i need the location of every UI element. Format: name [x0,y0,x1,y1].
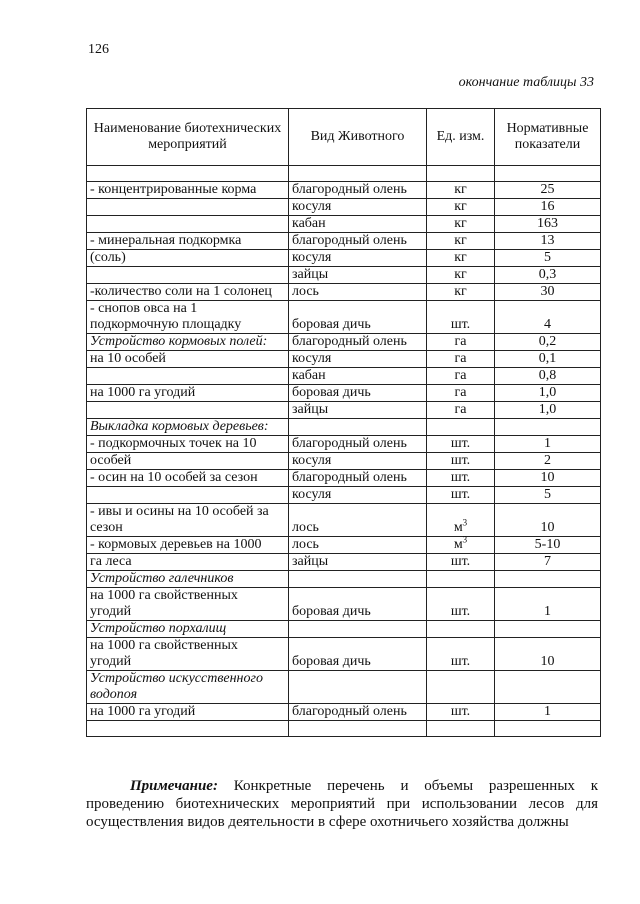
row-measure [87,351,289,368]
cell-text: на 10 особей [90,351,166,366]
row-animal [289,453,427,470]
cell-text: косуля [292,453,332,468]
row-measure [87,368,289,385]
table-row [87,368,601,385]
row-norm [495,453,601,470]
row-animal [289,554,427,571]
cell-text: 10 [540,470,555,485]
row-measure [87,402,289,419]
row-unit [427,301,495,334]
cell-text: га [454,368,467,383]
row-unit [427,385,495,402]
cell-text: м [453,520,463,535]
row-animal [289,199,427,216]
row-animal [289,250,427,267]
row-norm [495,704,601,721]
table-row [87,385,601,402]
row-animal [289,233,427,250]
row-norm [495,402,601,419]
cell-text: 7 [544,554,551,569]
table-row [87,487,601,504]
cell-text: шт. [450,470,471,485]
cubic-superscript: 3 [462,517,468,528]
table-row [87,621,601,638]
row-norm [495,351,601,368]
row-measure [87,284,289,301]
row-measure [87,301,289,334]
cell-text: благородный олень [292,704,407,719]
table-row [87,671,601,704]
row-unit [427,487,495,504]
row-norm [495,233,601,250]
row-animal [289,704,427,721]
cell-text: - минеральная подкормка [90,233,242,248]
cell-text: 30 [540,284,555,299]
table-row [87,436,601,453]
cell-text: 0,2 [538,334,557,349]
table-row [87,537,601,554]
table-row [87,351,601,368]
row-animal [289,385,427,402]
cell-text: лось [292,520,319,535]
cubic-superscript: 3 [462,534,468,545]
cell-text: шт. [450,317,471,332]
cell-text: на 1000 га угодий [90,385,196,400]
table-row [87,216,601,233]
header-measure: Наименование биотехнических мероприятий [87,109,289,166]
table-header-row [87,109,601,166]
note-label: Примечание: [130,778,218,794]
cell-text: 163 [537,216,558,231]
cell-text: на 1000 га свойственных угодий [90,588,238,619]
row-measure [87,233,289,250]
cell-text: боровая дичь [292,654,371,669]
row-unit [427,621,495,638]
row-measure [87,621,289,638]
table-row [87,588,601,621]
row-norm [495,250,601,267]
header-norm: Нормативные показатели [495,109,601,166]
row-measure [87,216,289,233]
row-norm [495,537,601,554]
table-row [87,402,601,419]
row-norm [495,487,601,504]
table-row [87,638,601,671]
row-measure [87,638,289,671]
row-unit [427,250,495,267]
row-animal [289,301,427,334]
row-animal [289,588,427,621]
cell-text: 1,0 [538,385,557,400]
row-unit [427,233,495,250]
cell-text: Устройство галечников [90,571,234,586]
cell-text: на 1000 га свойственных угодий [90,638,238,669]
cell-text: кг [454,199,467,214]
table-row [87,571,601,588]
row-norm [495,419,601,436]
table-continuation-caption: окончание таблицы 33 [458,75,594,90]
cell-text: шт. [450,487,471,502]
row-unit [427,470,495,487]
cell-text: 1,0 [538,402,557,417]
cell-text: шт. [450,436,471,451]
cell-text: кг [454,284,467,299]
cell-text: благородный олень [292,436,407,451]
row-unit [427,571,495,588]
cell-text: га [454,351,467,366]
row-animal [289,334,427,351]
row-norm [495,267,601,284]
header-unit: Ед. изм. [427,109,495,166]
cell-text: га [454,385,467,400]
row-unit [427,671,495,704]
cell-text: боровая дичь [292,317,371,332]
row-unit [427,334,495,351]
row-measure [87,487,289,504]
row-animal [289,182,427,199]
table-row [87,267,601,284]
note-text: Конкретные перечень и объемы разрешенных к проведению биотехнических мероприятий при использовании лесов для осуществления видов деятельности в сфере охотничьего хозяйства должны [86,778,598,830]
cell-text: 0,1 [538,351,557,366]
cell-text: шт. [450,604,471,619]
cell-text: косуля [292,250,332,265]
cell-text: га [454,334,467,349]
cell-text: 2 [544,453,551,468]
cell-text: шт. [450,654,471,669]
cell-text: косуля [292,487,332,502]
row-measure [87,182,289,199]
row-measure [87,704,289,721]
row-norm [495,334,601,351]
row-animal [289,671,427,704]
row-measure [87,199,289,216]
cell-text: 1 [544,704,551,719]
row-animal [289,402,427,419]
row-measure [87,537,289,554]
cell-text: особей [90,453,132,468]
row-unit [427,588,495,621]
cell-text: - кормовых деревьев на 1000 [90,537,262,552]
table-row [87,554,601,571]
row-measure [87,504,289,537]
cell-text: 16 [540,199,555,214]
cell-text: боровая дичь [292,385,371,400]
row-norm [495,385,601,402]
table-spacer-row [87,166,601,182]
cell-text: 10 [540,654,555,669]
row-unit [427,436,495,453]
row-unit [427,638,495,671]
row-measure [87,554,289,571]
cell-text: га [454,402,467,417]
cell-text: 5 [544,487,551,502]
row-unit [427,554,495,571]
cell-text: Устройство искусственного водопоя [90,671,263,702]
row-unit [427,704,495,721]
row-unit [427,504,495,537]
row-norm [495,284,601,301]
row-unit [427,368,495,385]
table-spacer-row [87,721,601,737]
row-measure [87,571,289,588]
cell-text: 0,3 [538,267,557,282]
table-row [87,704,601,721]
cell-text: лось [292,284,319,299]
row-unit [427,419,495,436]
row-unit [427,453,495,470]
cell-text: зайцы [292,554,329,569]
row-animal [289,470,427,487]
cell-text: 1 [544,604,551,619]
row-measure [87,250,289,267]
table-row [87,199,601,216]
row-norm [495,504,601,537]
row-norm [495,554,601,571]
row-unit [427,284,495,301]
row-norm [495,621,601,638]
cell-text: - подкормочных точек на 10 [90,436,257,451]
row-measure [87,267,289,284]
cell-text: благородный олень [292,182,407,197]
row-animal [289,571,427,588]
row-unit [427,182,495,199]
table-row [87,334,601,351]
row-norm [495,199,601,216]
row-measure [87,419,289,436]
row-measure [87,588,289,621]
row-animal [289,436,427,453]
row-animal [289,537,427,554]
row-animal [289,638,427,671]
row-animal [289,621,427,638]
cell-text: кг [454,250,467,265]
cell-text: - концентрированные корма [90,182,257,197]
row-norm [495,638,601,671]
cell-text: 0,8 [538,368,557,383]
row-unit [427,199,495,216]
row-unit [427,267,495,284]
note-paragraph [86,777,598,831]
cell-text: шт. [450,704,471,719]
row-unit [427,402,495,419]
row-norm [495,671,601,704]
table-row [87,182,601,199]
table-row [87,250,601,267]
cell-text: благородный олень [292,334,407,349]
cell-text: 5 [544,250,551,265]
cell-text: косуля [292,199,332,214]
cell-text: кг [454,182,467,197]
cell-text: зайцы [292,402,329,417]
row-norm [495,470,601,487]
row-norm [495,588,601,621]
cell-text: м [453,537,463,552]
row-measure [87,671,289,704]
cell-text: 25 [540,182,555,197]
row-norm [495,301,601,334]
page-number: 126 [88,42,109,57]
cell-text: 4 [544,317,551,332]
row-measure [87,385,289,402]
cell-text: - снопов овса на 1 подкормочную площадку [90,301,242,332]
cell-text: - ивы и осины на 10 особей за сезон [90,504,269,535]
cell-text: 10 [540,520,555,535]
row-norm [495,436,601,453]
cell-text: кабан [292,216,326,231]
table-row [87,504,601,537]
header-animal: Вид Животного [289,109,427,166]
cell-text: благородный олень [292,233,407,248]
row-animal [289,216,427,233]
row-measure [87,436,289,453]
cell-text: Устройство кормовых полей: [90,334,268,349]
cell-text: лось [292,537,319,552]
cell-text: шт. [450,453,471,468]
table-row [87,301,601,334]
cell-text: -количество соли на 1 солонец [90,284,272,299]
cell-text: 5-10 [534,537,561,552]
cell-text: Выкладка кормовых деревьев: [90,419,269,434]
row-measure [87,453,289,470]
cell-text: кг [454,233,467,248]
table-row [87,233,601,250]
row-norm [495,216,601,233]
cell-text: 1 [544,436,551,451]
table-row [87,284,601,301]
cell-text: зайцы [292,267,329,282]
row-measure [87,470,289,487]
row-animal [289,487,427,504]
row-animal [289,368,427,385]
row-unit [427,216,495,233]
row-animal [289,419,427,436]
cell-text: на 1000 га угодий [90,704,196,719]
row-norm [495,368,601,385]
cell-text: шт. [450,554,471,569]
cell-text: Устройство порхалищ [90,621,227,636]
row-animal [289,504,427,537]
row-unit [427,351,495,368]
table-row [87,470,601,487]
cell-text: га леса [90,554,132,569]
table-row [87,453,601,470]
row-measure [87,334,289,351]
row-animal [289,284,427,301]
table-row [87,419,601,436]
cell-text: - осин на 10 особей за сезон [90,470,258,485]
cell-text: косуля [292,351,332,366]
row-animal [289,351,427,368]
row-norm [495,571,601,588]
row-unit [427,534,495,554]
norms-table [86,108,601,737]
cell-text: 13 [540,233,555,248]
cell-text: кг [454,267,467,282]
cell-text: благородный олень [292,470,407,485]
cell-text: боровая дичь [292,604,371,619]
row-animal [289,267,427,284]
cell-text: (соль) [90,250,126,265]
cell-text: кабан [292,368,326,383]
cell-text: кг [454,216,467,231]
row-norm [495,182,601,199]
